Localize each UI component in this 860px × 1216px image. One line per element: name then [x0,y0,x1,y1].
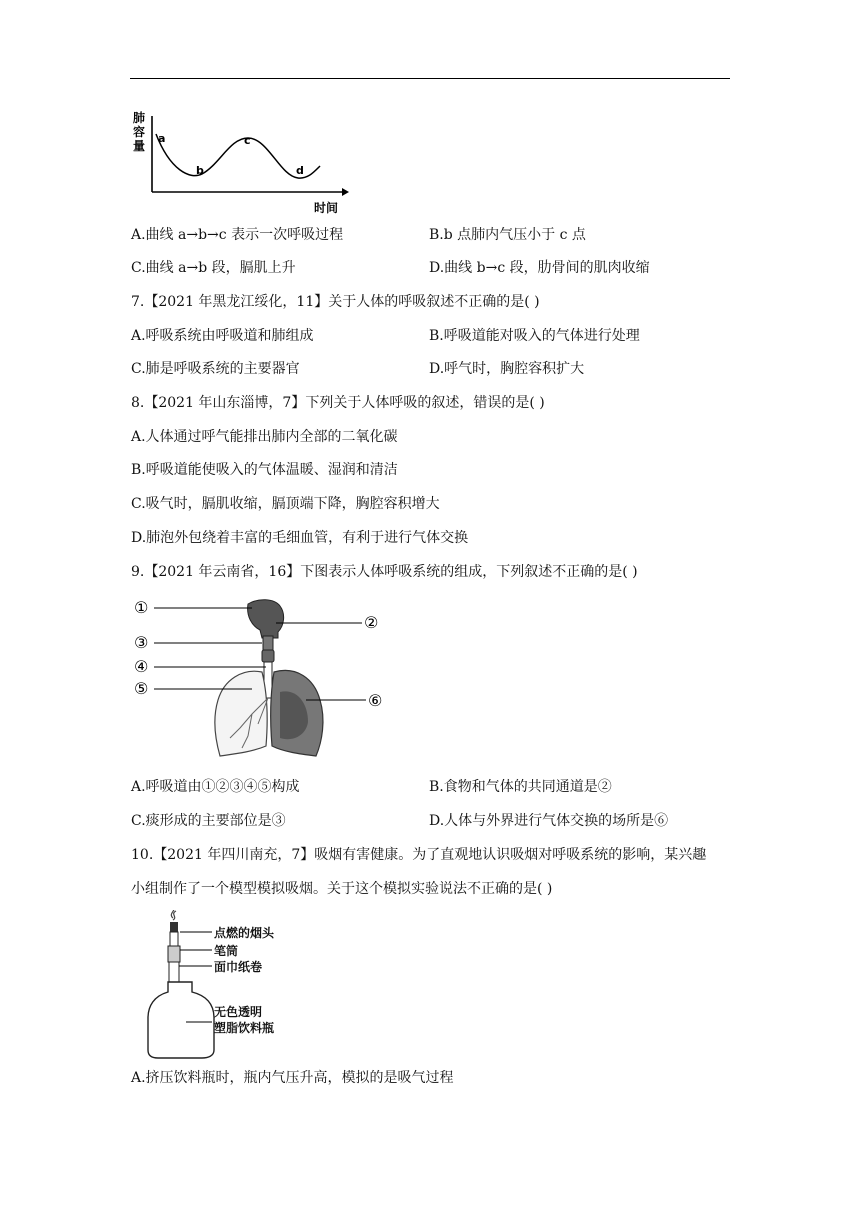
cigarette-tip [170,922,178,932]
point-c: c [244,134,251,147]
q7-option-d: D.呼气时，胸腔容积扩大 [429,361,585,377]
q6-option-c: C.曲线 a→b 段，膈肌上升 [131,260,296,276]
q8-option-b: B.呼吸道能使吸入的气体温暖、湿润和清洁 [131,462,398,478]
q6-option-d: D.曲线 b→c 段，肋骨间的肌肉收缩 [429,260,650,276]
q7-stem: 7.【2021 年黑龙江绥化，11】关于人体的呼吸叙述不正确的是( ) [131,294,540,310]
q9-option-b: B.食物和气体的共同通道是② [429,779,612,795]
bottle [148,982,214,1058]
label-6: ⑥ [368,691,383,710]
q10-stem-line1: 10.【2021 年四川南充，7】吸烟有害健康。为了直观地认识吸烟对呼吸系统的影响，某兴趣 [131,847,707,863]
label-1: ① [134,598,149,617]
ylabel-char-1: 肺 [133,111,146,125]
q7-option-c: C.肺是呼吸系统的主要器官 [131,361,300,377]
smoking-model-figure [146,910,316,1060]
label-5: ⑤ [134,679,149,698]
label-bottle-line1: 无色透明 [214,1005,263,1019]
x-axis-arrow [342,188,349,196]
q7-option-b: B.呼吸道能对吸入的气体进行处理 [429,328,640,344]
q9-option-c: C.痰形成的主要部位是③ [131,813,286,829]
label-4: ④ [134,657,149,676]
q7-option-a: A.呼吸系统由呼吸道和肺组成 [131,328,314,344]
left-lung [215,671,267,756]
smoke [171,910,176,920]
head-shape [248,600,284,638]
q6-option-a: A.曲线 a→b→c 表示一次呼吸过程 [131,227,344,243]
label-3: ③ [134,633,149,652]
respiratory-system-figure [130,596,392,766]
ylabel-char-3: 量 [133,139,146,153]
label-cigarette: 点燃的烟头 [214,926,275,940]
label-2: ② [364,613,379,632]
larynx [262,650,274,662]
header-rule [130,78,730,79]
cigarette [170,932,178,946]
point-d: d [296,164,304,177]
q9-option-d: D.人体与外界进行气体交换的场所是⑥ [429,813,669,829]
point-a: a [158,132,166,145]
q8-option-c: C.吸气时，膈肌收缩，膈顶端下降，胸腔容积增大 [131,496,440,512]
q8-option-a: A.人体通过呼气能排出肺内全部的二氧化碳 [131,429,398,445]
label-pen-holder: 笔筒 [214,944,239,958]
q6-option-b: B.b 点肺内气压小于 c 点 [429,227,586,243]
q8-stem: 8.【2021 年山东淄博，7】下列关于人体呼吸的叙述，错误的是( ) [131,395,545,411]
q9-option-a: A.呼吸道由①②③④⑤构成 [131,779,300,795]
q10-stem-line2: 小组制作了一个模型模拟吸烟。关于这个模拟实验说法不正确的是( ) [131,881,553,897]
lung-capacity-chart [130,110,350,220]
label-bottle-line2: 塑脂饮料瓶 [214,1021,275,1035]
q10-option-a: A.挤压饮料瓶时，瓶内气压升高，模拟的是吸气过程 [131,1070,454,1086]
q9-stem: 9.【2021 年云南省，16】下图表示人体呼吸系统的组成，下列叙述不正确的是( ) [131,564,638,580]
point-b: b [196,164,204,177]
tissue-roll [169,962,179,982]
ylabel-char-2: 容 [133,125,146,139]
label-tissue-roll: 面巾纸卷 [214,960,263,974]
pen-holder [168,946,180,962]
xlabel: 时间 [314,201,339,215]
q8-option-d: D.肺泡外包绕着丰富的毛细血管，有利于进行气体交换 [131,530,469,546]
